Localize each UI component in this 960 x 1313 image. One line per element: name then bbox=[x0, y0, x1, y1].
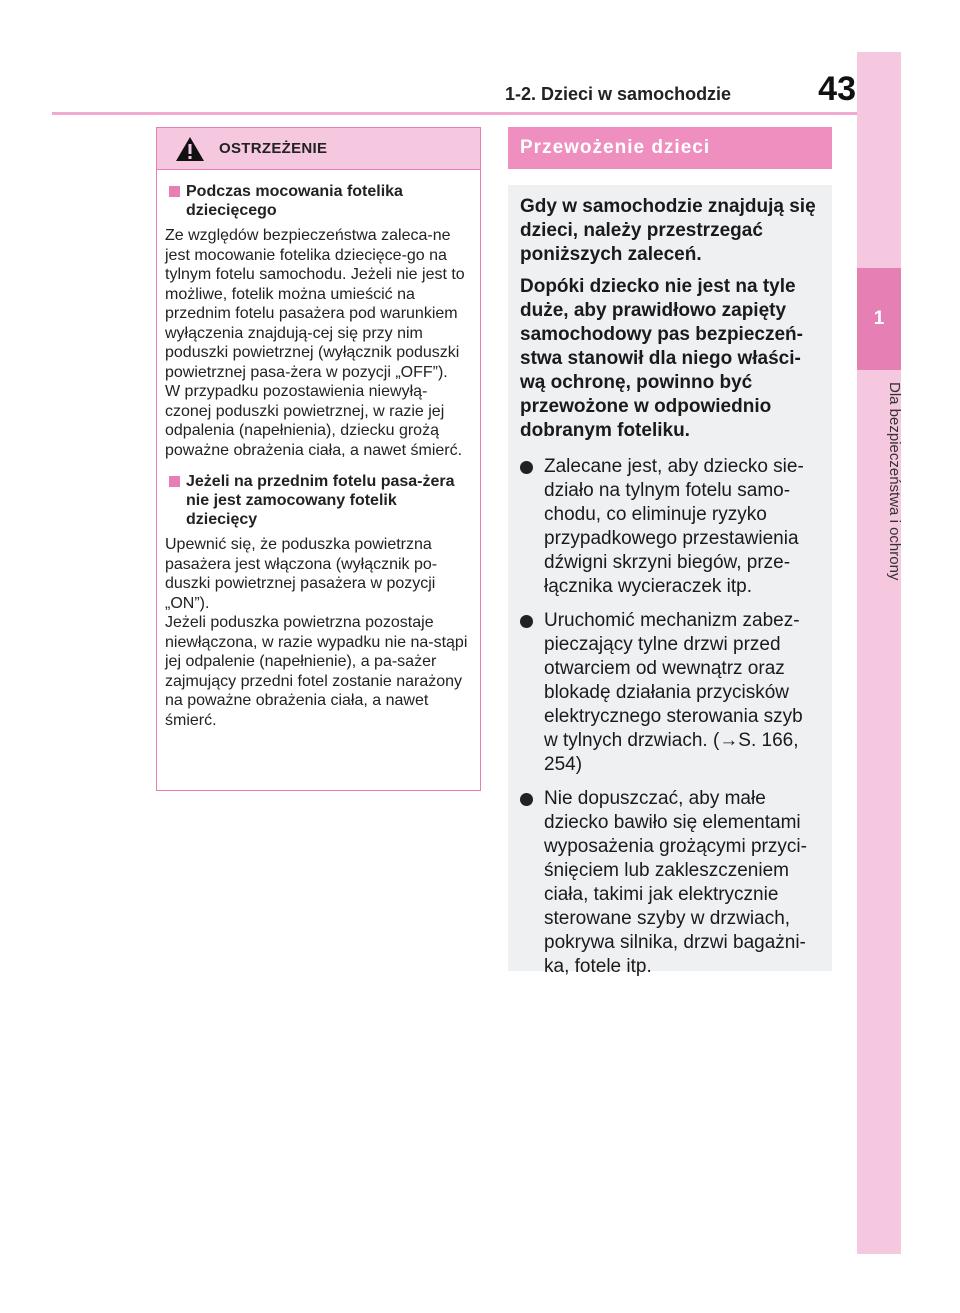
warning-paragraph: Jeżeli poduszka powietrzna pozostaje niewłączona, w razie wypadku nie na-stąpi jej odpalenie (napełnienie), a pa-sażer zajmujący przedni fotel zostanie narażony na poważne obrażenia ciała, a nawet śmierć. bbox=[165, 614, 468, 729]
warning-triangle-icon bbox=[175, 136, 205, 162]
header-divider bbox=[52, 112, 857, 115]
list-item-text: Nie dopuszczać, aby małe dziecko bawiło się elementami wyposażenia grożącymi przyci-śnięciem lub zakleszczeniem ciała, takimi jak elektrycznie sterowane szyby w drzwiach, pokrywa silnika, drzwi bagażni-ka, fotele itp. bbox=[544, 788, 807, 977]
warning-paragraph: Ze względów bezpieczeństwa zaleca-ne jest mocowanie fotelika dziecięce-go na tylnym fotelu samochodu. Jeżeli nie jest to możliwe, fotelik można umieścić na przednim fotelu pasażera pod warunkiem wyłączenia znajdują-cej się przy nim poduszki powietrznej (wyłącznik poduszki powietrznej pasa-żera w pozycji „OFF”). bbox=[165, 227, 465, 381]
warning-header bbox=[157, 128, 480, 170]
list-item bbox=[520, 455, 820, 599]
intro-paragraph: Dopóki dziecko nie jest na tyle duże, aby prawidłowo zapięty samochodowy pas bezpieczeń-stwa stanowił dla niego właści-wą ochronę, powinno być przewożone w odpowiednio dobranym foteliku. bbox=[520, 276, 803, 441]
warning-body bbox=[157, 170, 480, 730]
side-tab bbox=[857, 52, 901, 1254]
warning-subheading bbox=[169, 182, 472, 220]
bullet-dot-icon bbox=[520, 461, 533, 474]
warning-subheading bbox=[169, 472, 472, 529]
main-content-box bbox=[508, 185, 832, 977]
square-bullet-icon bbox=[169, 476, 180, 487]
square-bullet-icon bbox=[169, 186, 180, 197]
section-title: 1-2. Dzieci w samochodzie bbox=[505, 84, 732, 104]
list-item-text: Zalecane jest, aby dziecko sie-działo na tylnym fotelu samo-chodu, co eliminuje ryzyko przypadkowego przestawienia dźwigni skrzyni biegów, prze-łącznika wycieraczek itp. bbox=[544, 456, 804, 597]
warning-paragraph: W przypadku pozostawienia niewyłą-czonej poduszki powietrznej, w razie jej odpalenia (napełnienia), dziecku grożą poważne obrażenia ciała, a nawet śmierć. bbox=[165, 383, 463, 459]
page-number: 43 bbox=[818, 70, 856, 108]
list-item bbox=[520, 787, 820, 979]
warning-title: OSTRZEŻENIE bbox=[219, 140, 328, 157]
warning-paragraph: Upewnić się, że poduszka powietrzna pasażera jest włączona (wyłącznik po-duszki powietrznej pasażera w pozycji „ON”). bbox=[165, 536, 438, 612]
list-item-text: Uruchomić mechanizm zabez-pieczający tylne drzwi przed otwarciem od wewnątrz oraz blokadę działania przycisków elektrycznego sterowania szyb w tylnych drzwiach. (→S. 166, 254) bbox=[544, 610, 803, 775]
list-item bbox=[520, 609, 820, 777]
warning-subheading-text: Podczas mocowania fotelika dziecięcego bbox=[186, 183, 403, 219]
chapter-label: Dla bezpieczeństwa i ochrony bbox=[886, 382, 903, 581]
warning-subheading-text: Jeżeli na przednim fotelu pasa-żera nie jest zamocowany fotelik dziecięcy bbox=[186, 473, 455, 528]
chapter-number: 1 bbox=[857, 268, 901, 370]
section-banner: Przewożenie dzieci bbox=[508, 127, 832, 169]
bullet-dot-icon bbox=[520, 793, 533, 806]
intro-paragraph: Gdy w samochodzie znajdują się dzieci, należy przestrzegać poniższych zaleceń. bbox=[520, 196, 816, 265]
warning-box bbox=[156, 127, 481, 791]
bullet-dot-icon bbox=[520, 615, 533, 628]
